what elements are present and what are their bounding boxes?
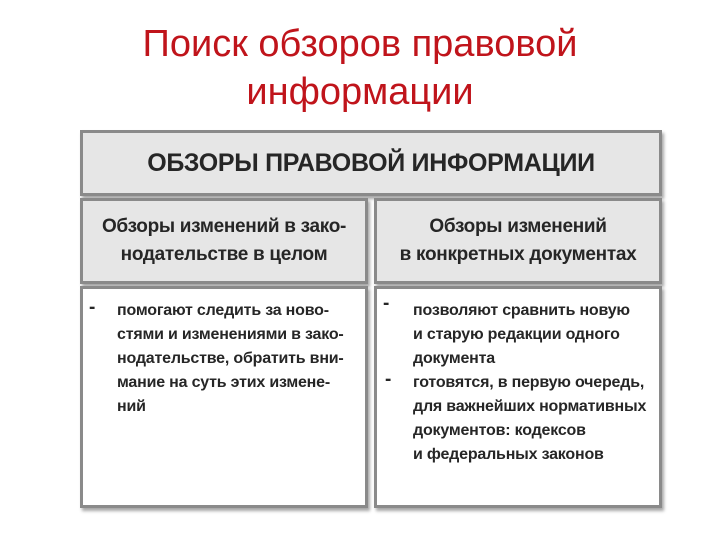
- right-heading-line-1: Обзоры изменений: [429, 216, 607, 237]
- left-heading-line-2: нодательстве в целом: [120, 244, 328, 265]
- left-bullet-1-line-5: ний: [117, 398, 146, 415]
- right-heading-line-2: в конкретных документах: [399, 244, 637, 265]
- left-heading-line-1: Обзоры изменений в зако-: [101, 216, 347, 237]
- right-bullet-1-line-2: и старую редакции одного: [413, 326, 620, 343]
- right-body-box: [374, 286, 662, 508]
- right-bullet-2-line-3: документов: кодексов: [413, 422, 586, 439]
- right-bullet-2-line-1: готовятся, в первую очередь,: [413, 374, 645, 391]
- left-bullet-1-line-3: нодательстве, обратить вни-: [117, 350, 344, 367]
- slide-title-line-1: Поиск обзоров правовой: [142, 23, 578, 65]
- left-bullet-1-line-2: стями и изменениями в зако-: [117, 326, 344, 343]
- diagram-header-text: ОБЗОРЫ ПРАВОВОЙ ИНФОРМАЦИИ: [147, 148, 595, 177]
- left-bullet-1-line-4: мание на суть этих измене-: [117, 374, 330, 391]
- right-bullet-marker-1: -: [383, 293, 390, 314]
- left-body-box: [80, 286, 368, 508]
- right-heading-box: [374, 198, 662, 284]
- slide-title-line-2: информации: [246, 71, 474, 113]
- slide-title: [60, 20, 660, 116]
- right-bullet-2-line-4: и федеральных законов: [413, 446, 604, 463]
- right-bullet-1-line-1: позволяют сравнить новую: [413, 302, 630, 319]
- right-bullet-2-line-2: для важнейших нормативных: [413, 398, 647, 415]
- diagram-header-box: [80, 130, 662, 196]
- left-bullet-1-line-1: помогают следить за ново-: [117, 302, 329, 319]
- left-heading-box: [80, 198, 368, 284]
- left-bullet-marker-1: -: [89, 297, 96, 318]
- right-bullet-1-line-3: документа: [413, 350, 495, 367]
- right-bullet-marker-2: -: [385, 369, 392, 390]
